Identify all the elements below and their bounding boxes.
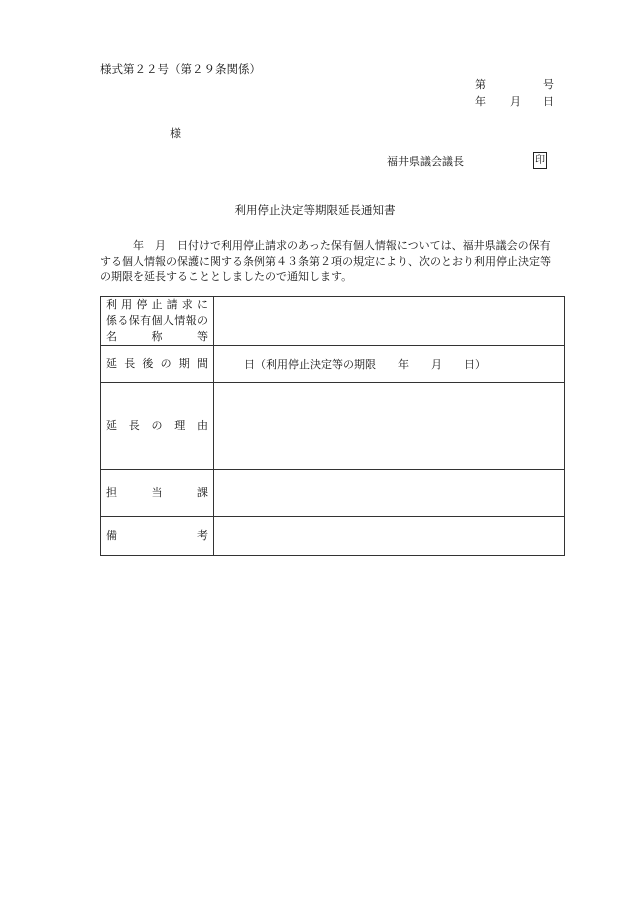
sender-name: 福井県議会議長	[387, 155, 464, 168]
remarks-label-cell	[101, 517, 214, 556]
date-year-label: 年	[475, 95, 486, 108]
justified-label: 担 当 課	[106, 486, 208, 499]
table-row	[101, 346, 565, 383]
info-name-value-cell[interactable]	[214, 297, 565, 346]
department-value-cell[interactable]	[214, 470, 565, 517]
notice-form-table	[100, 296, 565, 556]
justified-label: 利 用 停 止 請 求 に	[106, 298, 208, 311]
addressee-suffix: 様	[170, 127, 181, 140]
justified-label: 係 る 保 有 個 人 情 報 の	[106, 314, 208, 327]
extension-reason-label-cell	[101, 383, 214, 470]
doc-number-suffix: 号	[543, 78, 554, 91]
justified-label: 延 長 後 の 期 間	[106, 357, 208, 370]
table-row	[101, 470, 565, 517]
justified-label: 名 称 等	[106, 330, 208, 343]
info-name-label-cell	[101, 297, 214, 346]
table-row	[101, 297, 565, 346]
table-row	[101, 383, 565, 470]
doc-number-label: 第	[475, 78, 486, 91]
date-month-label: 月	[510, 95, 521, 108]
notice-body-line: 年 月 日付けで利用停止請求のあった保有個人情報については、福井県議会の保有	[100, 239, 551, 252]
form-number: 様式第２２号（第２９条関係）	[100, 62, 261, 76]
table-row	[101, 517, 565, 556]
seal-stamp: 印	[533, 152, 547, 169]
notice-body-line: する個人情報の保護に関する条例第４３条第２項の規定により、次のとおり利用停止決定等	[100, 254, 551, 268]
date-day-label: 日	[543, 95, 554, 108]
extension-period-value: 日（利用停止決定等の期限 年 月 日）	[244, 358, 486, 371]
remarks-value-cell[interactable]	[214, 517, 565, 556]
department-label-cell	[101, 470, 214, 517]
justified-label: 備 考	[106, 529, 208, 542]
notice-body	[100, 238, 566, 285]
extension-period-value-cell[interactable]	[214, 346, 565, 383]
extension-reason-value-cell[interactable]	[214, 383, 565, 470]
extension-period-label-cell	[101, 346, 214, 383]
justified-label: 延 長 の 理 由	[106, 419, 208, 432]
document-title: 利用停止決定等期限延長通知書	[234, 203, 396, 217]
notice-body-line: の期限を延長することとしましたので通知します。	[100, 270, 353, 283]
